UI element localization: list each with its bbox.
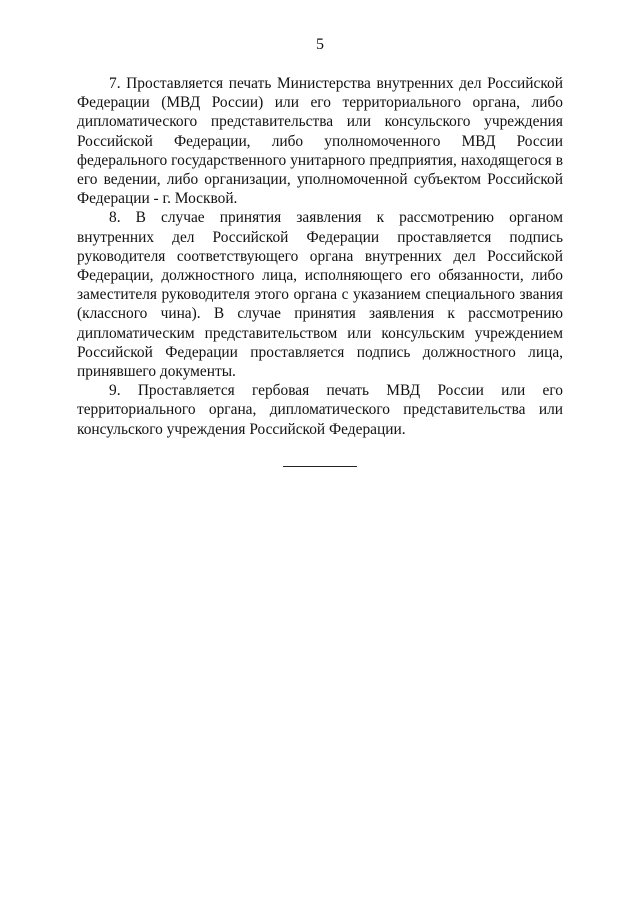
document-body [77, 74, 563, 439]
end-separator-line [283, 466, 357, 467]
paragraph-8: 8. В случае принятия заявления к рассмотрению органом внутренних дел Российской Федерации проставляется подпись руководителя соответствующего органа внутренних дел Российской Федерации, должностного лица, исполняющего его обязанности, либо заместителя руководителя этого органа с указанием специального звания (классного чина). В случае принятия заявления к рассмотрению дипломатическим представительством или консульским учреждением Российской Федерации проставляется подпись должностного лица, принявшего документы. [77, 209, 563, 381]
page-number: 5 [316, 36, 324, 53]
paragraph-7: 7. Проставляется печать Министерства внутренних дел Российской Федерации (МВД России) или его территориального органа, либо дипломатического представительства или консульского учреждения Российской Федерации, либо уполномоченного МВД России федерального государственного унитарного предприятия, находящегося в его ведении, либо организации, уполномоченной субъектом Российской Федерации - г. Москвой. [77, 75, 563, 208]
paragraph-9: 9. Проставляется гербовая печать МВД России или его территориального органа, дипломатического представительства или консульского учреждения Российской Федерации. [77, 382, 563, 438]
